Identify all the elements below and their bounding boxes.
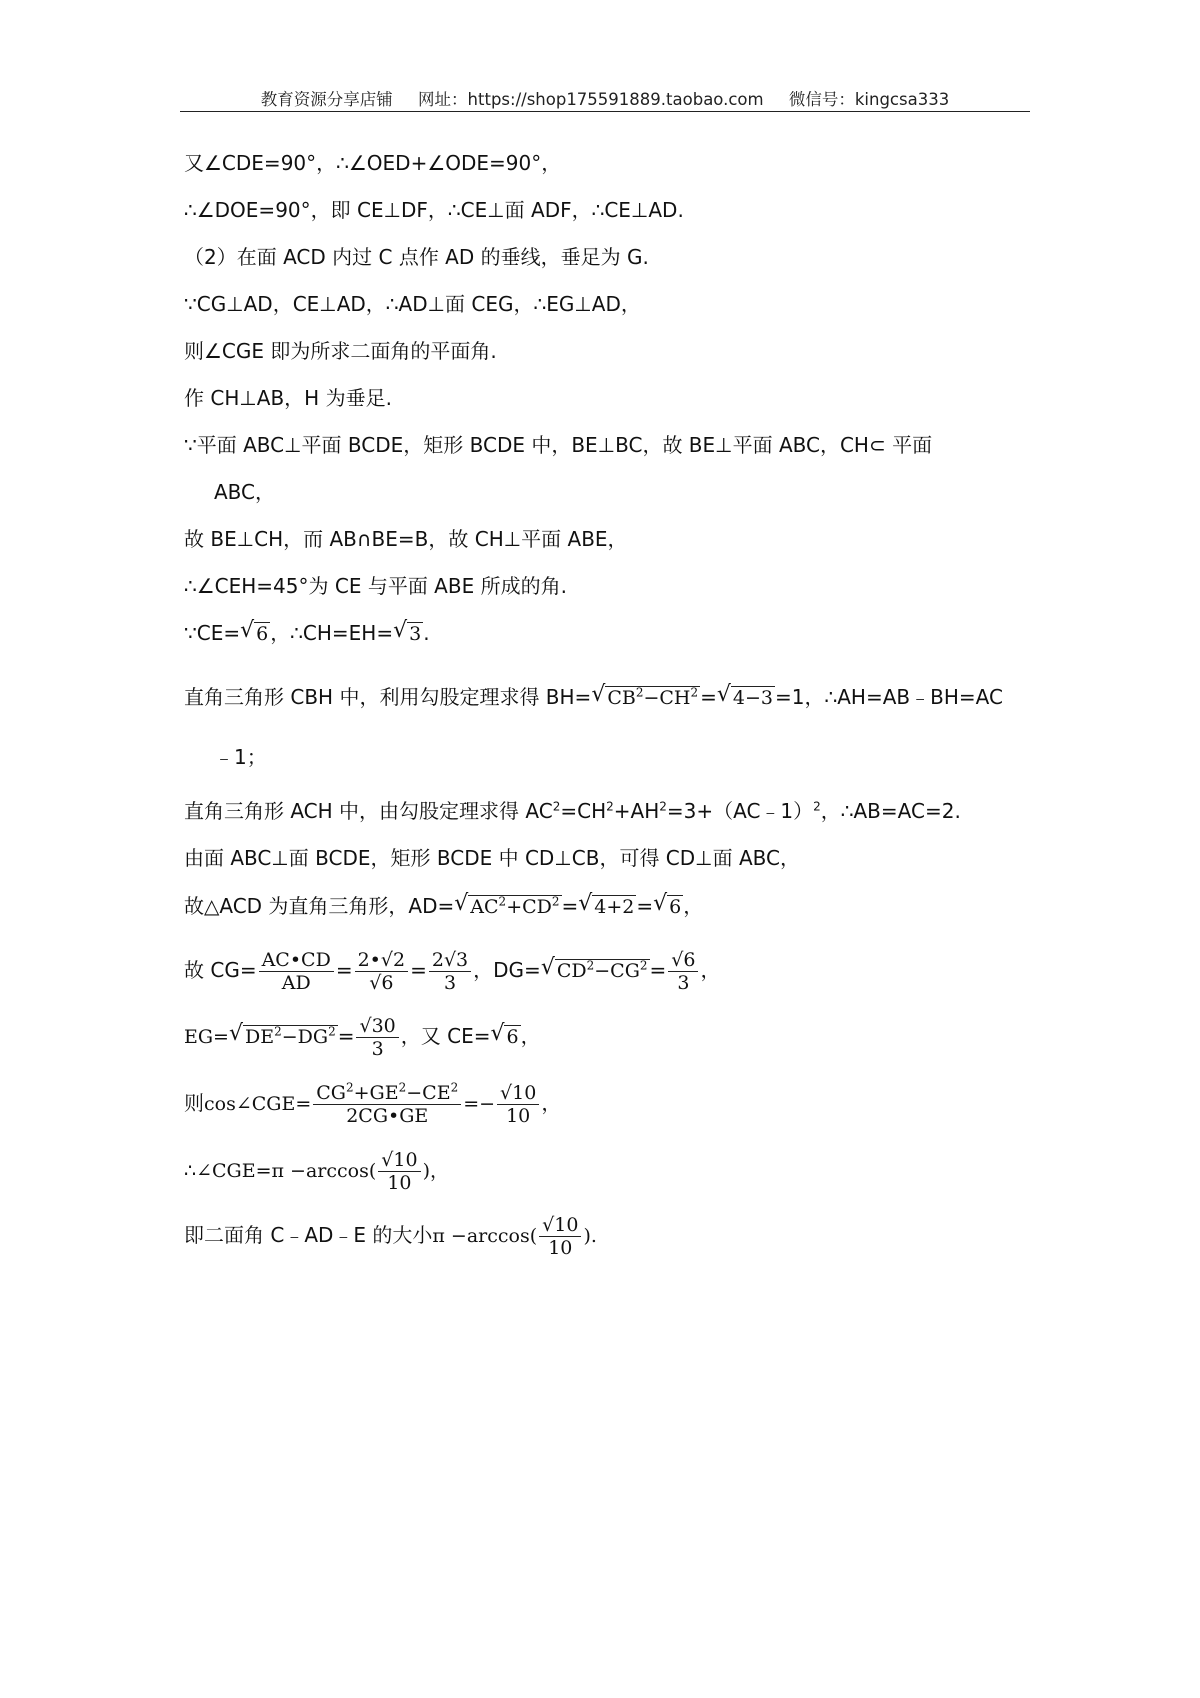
text-line: ∴∠DOE=90°，即 CE⊥DF，∴CE⊥面 ADF，∴CE⊥AD. xyxy=(184,198,684,222)
sqrt: √ 6 xyxy=(653,894,683,920)
page-header xyxy=(180,86,1030,110)
formula-line: ∴∠CGE=π −arccos( $\frac{√10}{10}$ )， xyxy=(184,1149,449,1194)
sqrt: √ 4+2 xyxy=(578,894,636,920)
text-line: 故 BE⊥CH，而 AB∩BE=B，故 CH⊥平面 ABE， xyxy=(184,527,628,551)
text-line: 则∠CGE 即为所求二面角的平面角. xyxy=(184,339,497,363)
formula-line: EG=√ $DE^2-DG^2$ = $\frac{√30}{3}$ ，又 CE=√ 6 ， xyxy=(184,1015,541,1060)
text-line: ﹣1； xyxy=(214,745,267,769)
sqrt: √ 4−3 xyxy=(717,685,775,711)
formula-line: 故 CG= $\frac{AC•CD}{AD}$ = $\frac{2•√2}{√6}$ = $\frac{2√3}{3}$ ，DG=√ $CD^2-CG^2$ = $\frac{√6}{3}$ ， xyxy=(184,949,720,994)
sqrt: √ $AC^2+CD^2$ xyxy=(454,894,561,920)
fraction: $\frac{√10}{10}$ xyxy=(378,1149,420,1194)
fraction: $\frac{2√3}{3}$ xyxy=(429,949,471,994)
shop-url[interactable]: 网址：https://shop175591889.taobao.com xyxy=(418,90,764,109)
wechat-id: 微信号：kingcsa333 xyxy=(788,90,950,109)
fraction: $\frac{AC•CD}{AD}$ xyxy=(259,949,334,994)
text-line: ∴∠CEH=45°为 CE 与平面 ABE 所成的角. xyxy=(184,574,567,598)
text-line: ∵CG⊥AD，CE⊥AD，∴AD⊥面 CEG，∴EG⊥AD， xyxy=(184,292,641,316)
sqrt: √ 6 xyxy=(240,621,270,647)
text-line: 由面 ABC⊥面 BCDE，矩形 BCDE 中 CD⊥CB，可得 CD⊥面 ABC， xyxy=(184,846,800,870)
formula-line: 即二面角 C﹣AD﹣E 的大小π −arccos( $\frac{√10}{10}$ ). xyxy=(184,1214,597,1259)
text-line: 作 CH⊥AB，H 为垂足. xyxy=(184,386,392,410)
header-divider xyxy=(180,111,1030,112)
text-line: 又∠CDE=90°，∴∠OED+∠ODE=90°， xyxy=(184,151,562,175)
fraction: $\frac{√30}{3}$ xyxy=(356,1015,398,1060)
formula-line: ∵CE=√ 6 ，∴CH=EH=√ 3 . xyxy=(184,620,430,647)
sqrt: √ $CD^2-CG^2$ xyxy=(541,958,650,984)
fraction: $\frac{√10}{10}$ xyxy=(497,1082,539,1127)
fraction: $\frac{√10}{10}$ xyxy=(539,1214,581,1259)
formula-line: 直角三角形 CBH 中，利用勾股定理求得 BH=√ $CB^2-CH^2$ =√ 4−3 =1，∴AH=AB﹣BH=AC xyxy=(184,684,1003,711)
fraction: $\frac{2•√2}{√6}$ xyxy=(355,949,409,994)
text-line: ABC， xyxy=(214,480,276,504)
formula-line: 故△ACD 为直角三角形，AD=√ $AC^2+CD^2$ =√ 4+2 =√ 6 ， xyxy=(184,893,703,920)
shop-name: 教育资源分享店铺 xyxy=(260,90,393,109)
formula-line: 直角三角形 ACH 中，由勾股定理求得 $AC^2=CH^2+AH^2=3+(AC﹣1)^2$，∴AB=AC=2. xyxy=(184,799,961,823)
text-line: ∵平面 ABC⊥平面 BCDE，矩形 BCDE 中，BE⊥BC，故 BE⊥平面 ABC，CH⊂ 平面 xyxy=(184,433,933,457)
text-line: （2）在面 ACD 内过 C 点作 AD 的垂线，垂足为 G. xyxy=(184,245,649,269)
fraction: $\frac{√6}{3}$ xyxy=(668,949,698,994)
sqrt: √ $CB^2-CH^2$ xyxy=(591,685,700,711)
fraction: $\frac{CG^2+GE^2-CE^2}{2CG•GE}$ xyxy=(313,1082,461,1127)
sqrt: √ 6 xyxy=(490,1024,520,1050)
sqrt: √ $DE^2-DG^2$ xyxy=(229,1024,338,1050)
formula-line: 则cos∠CGE= $\frac{CG^2+GE^2-CE^2}{2CG•GE}$ =− $\frac{√10}{10}$ ， xyxy=(184,1080,562,1127)
sqrt: √ 3 xyxy=(393,621,423,647)
